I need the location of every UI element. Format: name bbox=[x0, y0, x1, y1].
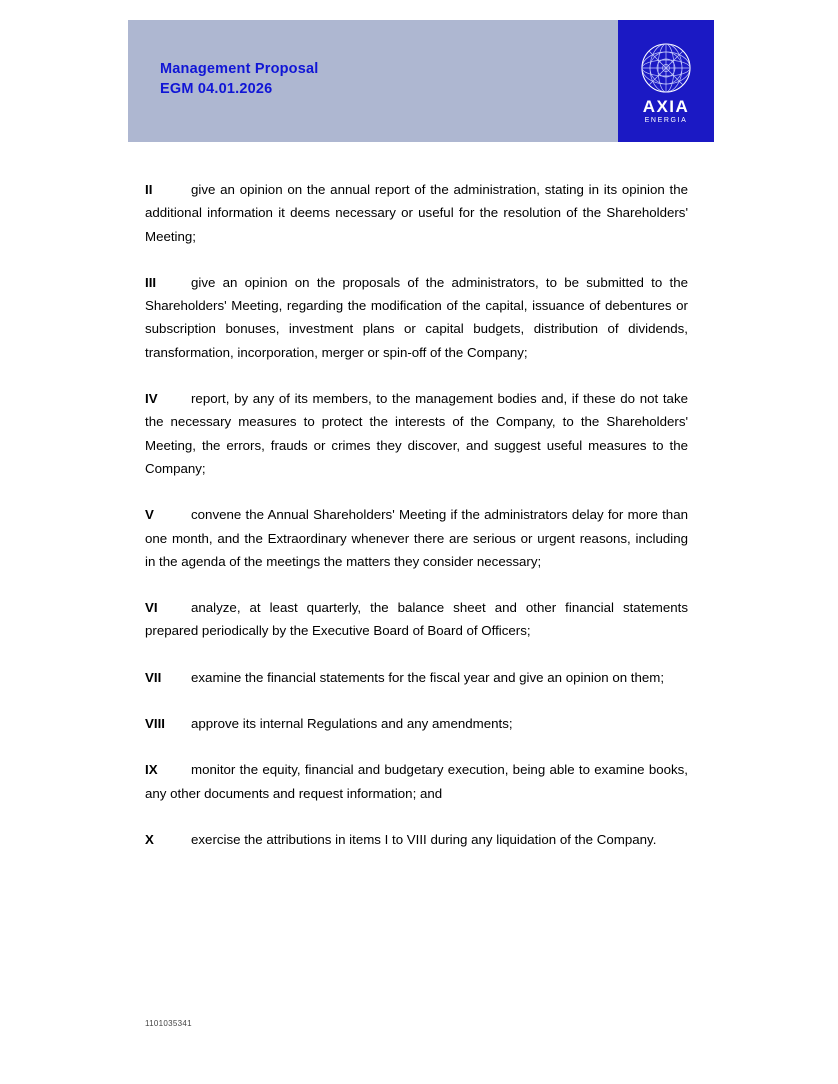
clause-marker: VI bbox=[145, 600, 158, 616]
logo-wordmark: AXIA bbox=[642, 96, 690, 116]
clause-marker: IX bbox=[145, 762, 158, 778]
clause-paragraph bbox=[145, 828, 688, 851]
clause-text: convene the Annual Shareholders' Meeting if the administrators delay for more than one month, and the Extraordinary whenever there are serious or urgent reasons, including in the agenda of the meetings the matters they consider necessary; bbox=[145, 507, 688, 569]
clause-paragraph bbox=[145, 666, 688, 689]
globe-icon bbox=[639, 41, 693, 95]
logo-tagline: ENERGIA bbox=[644, 116, 688, 124]
clause-text: exercise the attributions in items I to VIII during any liquidation of the Company. bbox=[191, 831, 657, 847]
header-band bbox=[128, 20, 618, 142]
page-subtitle: EGM 04.01.2026 bbox=[160, 80, 273, 97]
clause-marker: III bbox=[145, 274, 157, 290]
clause-text: approve its internal Regulations and any amendments; bbox=[191, 716, 513, 732]
header-text-block bbox=[160, 60, 319, 99]
clause-marker: II bbox=[145, 182, 153, 197]
clause-marker: VIII bbox=[145, 716, 165, 732]
clause-paragraph bbox=[145, 271, 688, 364]
clause-marker: V bbox=[145, 507, 154, 523]
clause-paragraph bbox=[145, 503, 688, 573]
clause-paragraph bbox=[145, 387, 688, 480]
clause-paragraph bbox=[145, 596, 688, 643]
clause-marker: IV bbox=[145, 391, 158, 407]
document-footer-code: 1101035341 bbox=[145, 1019, 192, 1028]
clause-text: examine the financial statements for the fiscal year and give an opinion on them; bbox=[191, 669, 665, 685]
clause-paragraph bbox=[145, 712, 688, 735]
clause-text: report, by any of its members, to the management bodies and, if these do not take the necessary measures to protect the interests of the Company, to the Shareholders' Meeting, the errors, frauds or crimes they discover, and suggest useful measures to the Company; bbox=[145, 391, 688, 476]
clause-text: give an opinion on the annual report of the administration, stating in its opinion the additional information it deems necessary or useful for the resolution of the Shareholders' Meeting; bbox=[145, 182, 688, 244]
page-title: Management Proposal bbox=[160, 61, 319, 77]
clause-text: give an opinion on the proposals of the administrators, to be submitted to the Shareholders' Meeting, regarding the modification of the capital, issuance of debentures or subscription bonuses, investment plans or capital budgets, distribution of dividends, transformation, incorporation, merger or spin-off of the Company; bbox=[145, 274, 688, 360]
document-header bbox=[128, 20, 714, 142]
clause-marker: VII bbox=[145, 669, 162, 685]
clause-paragraph bbox=[145, 178, 688, 248]
clause-text: analyze, at least quarterly, the balance sheet and other financial statements prepared periodically by the Executive Board of Board of Officers; bbox=[145, 600, 688, 639]
company-logo bbox=[618, 20, 714, 142]
clause-paragraph bbox=[145, 758, 688, 805]
document-body bbox=[145, 178, 688, 851]
clause-text: monitor the equity, financial and budgetary execution, being able to examine books, any other documents and request information; and bbox=[145, 762, 688, 801]
clause-marker: X bbox=[145, 831, 154, 847]
